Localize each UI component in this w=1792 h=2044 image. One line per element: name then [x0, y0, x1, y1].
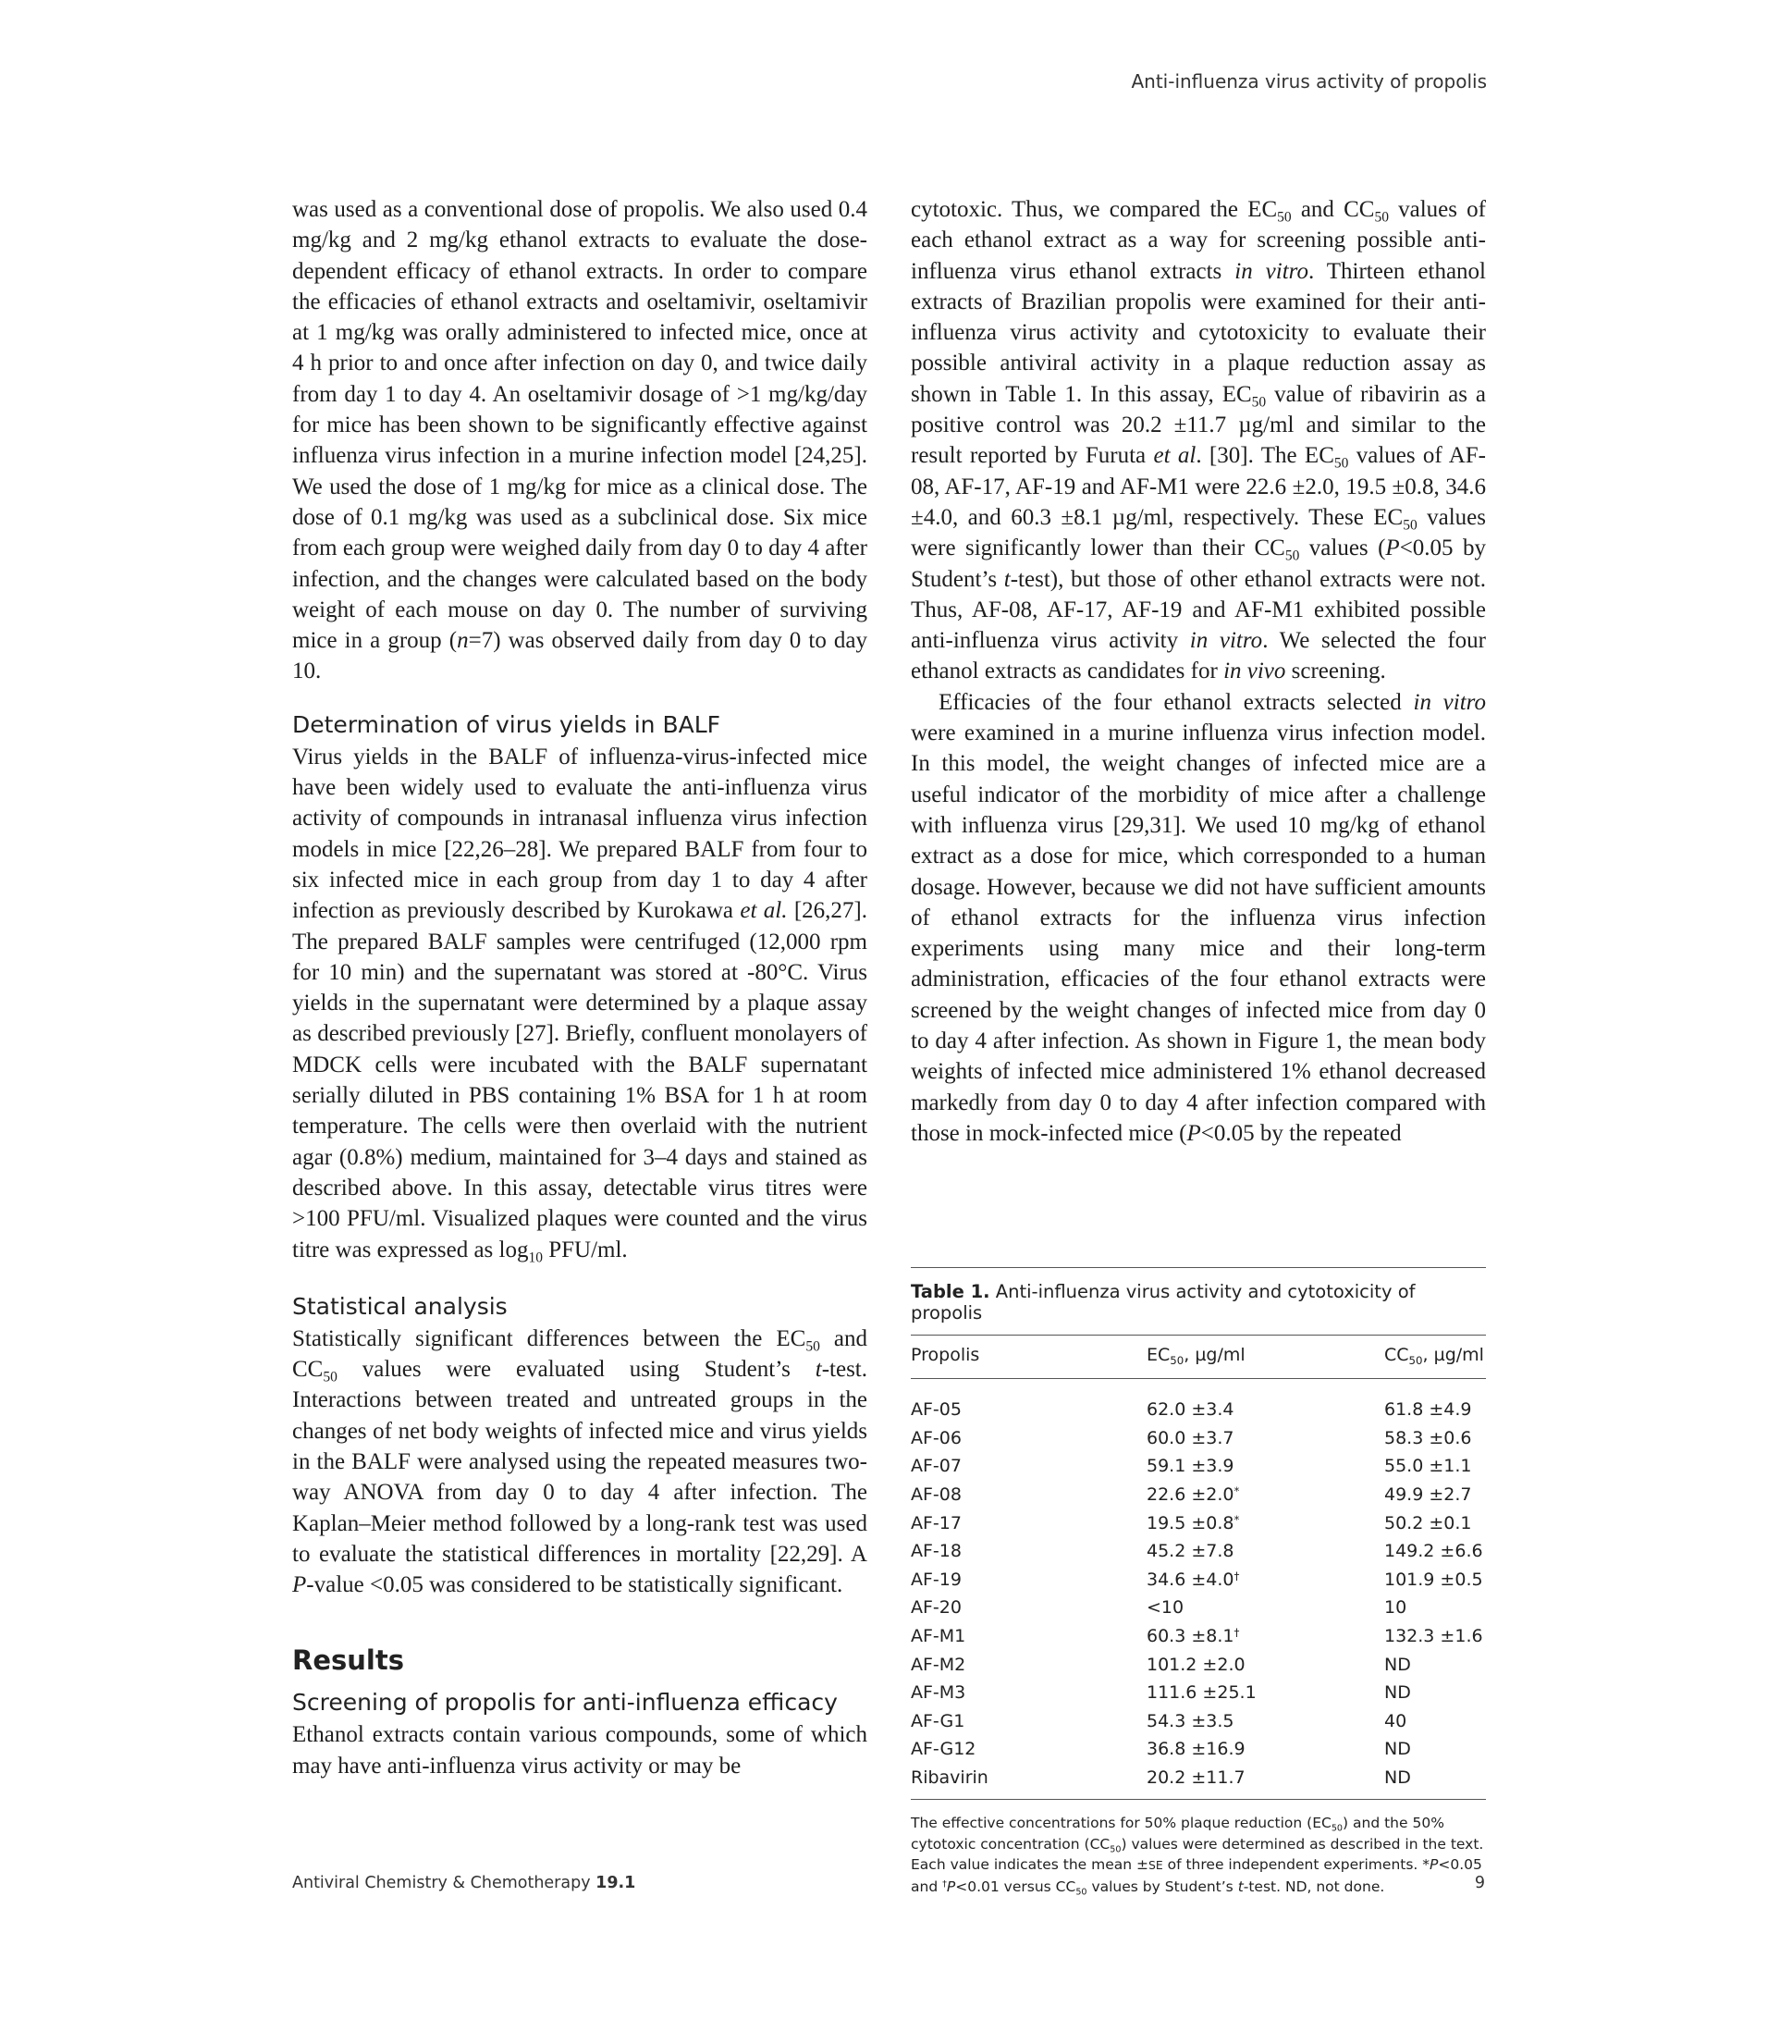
cell-cc50: 101.9 ±0.5	[1384, 1569, 1483, 1590]
table-row	[911, 1566, 1486, 1595]
right-paragraph-1: cytotoxic. Thus, we compared the $EC_{50}$ and $CC_{50}$ values of each ethanol extract as a way for screening possible anti-influenza virus ethanol extracts in vitro. Thirteen ethanol extracts of Brazilian propolis were examined for their anti-influenza virus activity and cytotoxicity to evaluate their possible antiviral activity in a plaque reduction assay as shown in Table 1. In this assay, $EC_{50}$ value of ribavirin as a positive control was 20.2 ±11.7 µg/ml and similar to the result reported by Furuta et al. [30]. The $EC_{50}$ values of AF-08, AF-17, AF-19 and AF-M1 were 22.6 ±2.0, 19.5 ±0.8, 34.6 ±4.0, and 60.3 ±8.1 µg/ml, respectively. These $EC_{50}$ values were significantly lower than their $CC_{50}$ values (P<0.05 by Student’s t-test), but those of other ethanol extracts were not. Thus, AF-08, AF-17, AF-19 and AF-M1 exhibited possible anti-influenza virus activity in vitro. We selected the four ethanol extracts as candidates for in vivo screening.	[911, 197, 1487, 684]
heading-virus-yields-balf: Determination of virus yields in BALF	[292, 710, 721, 738]
table-1	[911, 1267, 1486, 1897]
col-header-cc50: $CC_{50}$, µg/ml	[1384, 1336, 1486, 1379]
cell-propolis: AF-08	[911, 1484, 962, 1506]
cell-cc50: 50.2 ±0.1	[1384, 1512, 1472, 1533]
cell-ec50: 36.8 ±16.9	[1147, 1739, 1246, 1760]
cell-ec50: 111.6 ±25.1	[1147, 1682, 1257, 1704]
cell-ec50: 60.3 ±8.1†	[1147, 1626, 1240, 1647]
cell-propolis: AF-M3	[911, 1682, 966, 1704]
cell-ec50: 19.5 ±0.8*	[1147, 1512, 1240, 1533]
cell-ec50: 54.3 ±3.5	[1147, 1710, 1234, 1731]
cell-cc50: 61.8 ±4.9	[1384, 1399, 1472, 1421]
cell-cc50: 40	[1384, 1710, 1407, 1731]
cell-propolis: AF-07	[911, 1456, 962, 1477]
left-paragraph-2: Virus yields in the BALF of influenza-virus-infected mice have been widely used to evaluate the anti-influenza virus activity of compounds in intranasal influenza virus infection models in mice [22,26–28]. We prepared BALF from four to six infected mice in each group from day 1 to day 4 after infection as previously described by Kurokawa et al. [26,27]. The prepared BALF samples were centrifuged (12,000 rpm for 10 min) and the supernatant was stored at -80°C. Virus yields in the supernatant were determined by a plaque assay as described previously [27]. Briefly, confluent monolayers of MDCK cells were incubated with the BALF supernatant serially diluted in PBS containing 1% BSA for 1 h at room temperature. The cells were then overlaid with the nutrient agar (0.8%) medium, maintained for 3–4 days and stained as described above. In this assay, detectable virus titres were >100 PFU/ml. Visualized plaques were counted and the virus titre was expressed as $\log_{10} PFU/ml$.	[292, 744, 867, 1265]
cell-ec50: <10	[1147, 1597, 1184, 1619]
table-row	[911, 1424, 1486, 1453]
cell-cc50: 58.3 ±0.6	[1384, 1427, 1472, 1448]
cell-propolis: AF-G1	[911, 1710, 965, 1731]
table-caption: Table 1. Anti-influenza virus activity and cytotoxicity of propolis	[911, 1281, 1416, 1324]
right-column	[911, 194, 1486, 1149]
table-footnote: The effective concentrations for 50% plaque reduction $(EC_{50})$ and the 50% cytotoxic concentration $(CC_{50})$ values were determined as described in the text. Each value indicates the mean ±SE of three independent experiments. *P<0.05 and †P<0.01 versus $CC_{50}$ values by Student’s t-test. ND, not done.	[911, 1815, 1484, 1898]
propolis-table	[911, 1335, 1486, 1800]
table-row	[911, 1508, 1486, 1537]
cell-propolis: Ribavirin	[911, 1767, 988, 1789]
table-row	[911, 1481, 1486, 1509]
cell-ec50: 34.6 ±4.0†	[1147, 1569, 1240, 1590]
table-row	[911, 1735, 1486, 1764]
col-header-propolis: Propolis	[911, 1336, 1147, 1379]
table-row	[911, 1764, 1486, 1800]
cell-propolis: AF-G12	[911, 1739, 976, 1760]
table-header-row	[911, 1336, 1486, 1379]
cell-ec50: 101.2 ±2.0	[1147, 1654, 1246, 1675]
running-head: Anti-influenza virus activity of propolis	[1131, 70, 1487, 92]
table-row	[911, 1707, 1486, 1736]
cell-ec50: 22.6 ±2.0*	[1147, 1484, 1240, 1506]
table-row	[911, 1537, 1486, 1566]
cell-ec50: 20.2 ±11.7	[1147, 1767, 1246, 1789]
table-row	[911, 1622, 1486, 1651]
heading-screening: Screening of propolis for anti-influenza efficacy	[292, 1689, 838, 1717]
page-number: 9	[1474, 1874, 1485, 1892]
cell-cc50: 149.2 ±6.6	[1384, 1541, 1483, 1562]
table-row	[911, 1679, 1486, 1707]
cell-cc50: 10	[1384, 1597, 1407, 1619]
cell-cc50: ND	[1384, 1767, 1411, 1789]
heading-statistical-analysis: Statistical analysis	[292, 1292, 508, 1320]
cell-cc50: 55.0 ±1.1	[1384, 1456, 1472, 1477]
footer-journal: Antiviral Chemistry & Chemotherapy 19.1	[292, 1874, 636, 1892]
table-row	[911, 1452, 1486, 1481]
right-paragraph-2: Efficacies of the four ethanol extracts selected in vitro were examined in a murine influenza virus infection model. In this model, the weight changes of infected mice are a useful indicator of the morbidity of mice after a challenge with influenza virus [29,31]. We used 10 mg/kg of ethanol extract as a dose for mice, which corresponded to a human dosage. However, because we did not have sufficient amounts of ethanol extracts for the influenza virus infection experiments using many mice and their long-term administration, efficacies of the four ethanol extracts were screened by the weight changes of infected mice from day 0 to day 4 after infection. As shown in Figure 1, the mean body weights of infected mice administered 1% ethanol decreased markedly from day 0 to day 4 after infection compared with those in mock-infected mice (P<0.05 by the repeated	[911, 689, 1486, 1146]
left-paragraph-3: Statistically significant differences between the $EC_{50}$ and $CC_{50}$ values were evaluated using Student’s t-test. Interactions between treated and untreated groups in the changes of net body weights of infected mice and virus yields in the BALF were analysed using the repeated measures two-way ANOVA from day 0 to day 4 after infection. The Kaplan–Meier method followed by a long-rank test was used to evaluate the statistical differences in mortality [22,29]. A P-value <0.05 was considered to be statistically significant.	[292, 1325, 867, 1598]
cell-propolis: AF-M1	[911, 1626, 966, 1647]
cell-ec50: 45.2 ±7.8	[1147, 1541, 1234, 1562]
left-paragraph-1: was used as a conventional dose of propolis. We also used 0.4 mg/kg and 2 mg/kg ethanol extracts to evaluate the dose-dependent efficacy of ethanol extracts. In order to compare the efficacies of ethanol extracts and oseltamivir, oseltamivir at 1 mg/kg was orally administered to infected mice, once at 4 h prior to and once after infection on day 0, and twice daily from day 1 to day 4. An oseltamivir dosage of >1 mg/kg/day for mice has been shown to be significantly effective against influenza virus infection in a murine infection model [24,25]. We used the dose of 1 mg/kg for mice as a clinical dose. The dose of 0.1 mg/kg was used as a subclinical dose. Six mice from each group were weighed daily from day 0 to day 4 after infection, and the changes were calculated based on the body weight of each mouse on day 0. The number of surviving mice in a group (n=7) was observed daily from day 0 to day 10.	[292, 197, 867, 684]
cell-cc50: 132.3 ±1.6	[1384, 1626, 1483, 1647]
cell-propolis: AF-18	[911, 1541, 962, 1562]
cell-cc50: ND	[1384, 1682, 1411, 1704]
cell-propolis: AF-20	[911, 1597, 962, 1619]
heading-results: Results	[292, 1644, 404, 1677]
cell-propolis: AF-M2	[911, 1654, 966, 1675]
cell-ec50: 62.0 ±3.4	[1147, 1399, 1234, 1421]
col-header-ec50: $EC_{50}$, µg/ml	[1147, 1336, 1384, 1379]
cell-ec50: 59.1 ±3.9	[1147, 1456, 1234, 1477]
cell-propolis: AF-05	[911, 1399, 962, 1421]
cell-propolis: AF-17	[911, 1512, 962, 1533]
left-paragraph-4: Ethanol extracts contain various compounds, some of which may have anti-influenza virus activity or may be	[292, 1722, 867, 1779]
cell-propolis: AF-06	[911, 1427, 962, 1448]
cell-ec50: 60.0 ±3.7	[1147, 1427, 1234, 1448]
cell-cc50: 49.9 ±2.7	[1384, 1484, 1472, 1506]
cell-cc50: ND	[1384, 1654, 1411, 1675]
table-row	[911, 1594, 1486, 1622]
cell-propolis: AF-19	[911, 1569, 962, 1590]
left-column	[292, 194, 867, 1781]
table-row	[911, 1650, 1486, 1679]
cell-cc50: ND	[1384, 1739, 1411, 1760]
table-row	[911, 1379, 1486, 1424]
